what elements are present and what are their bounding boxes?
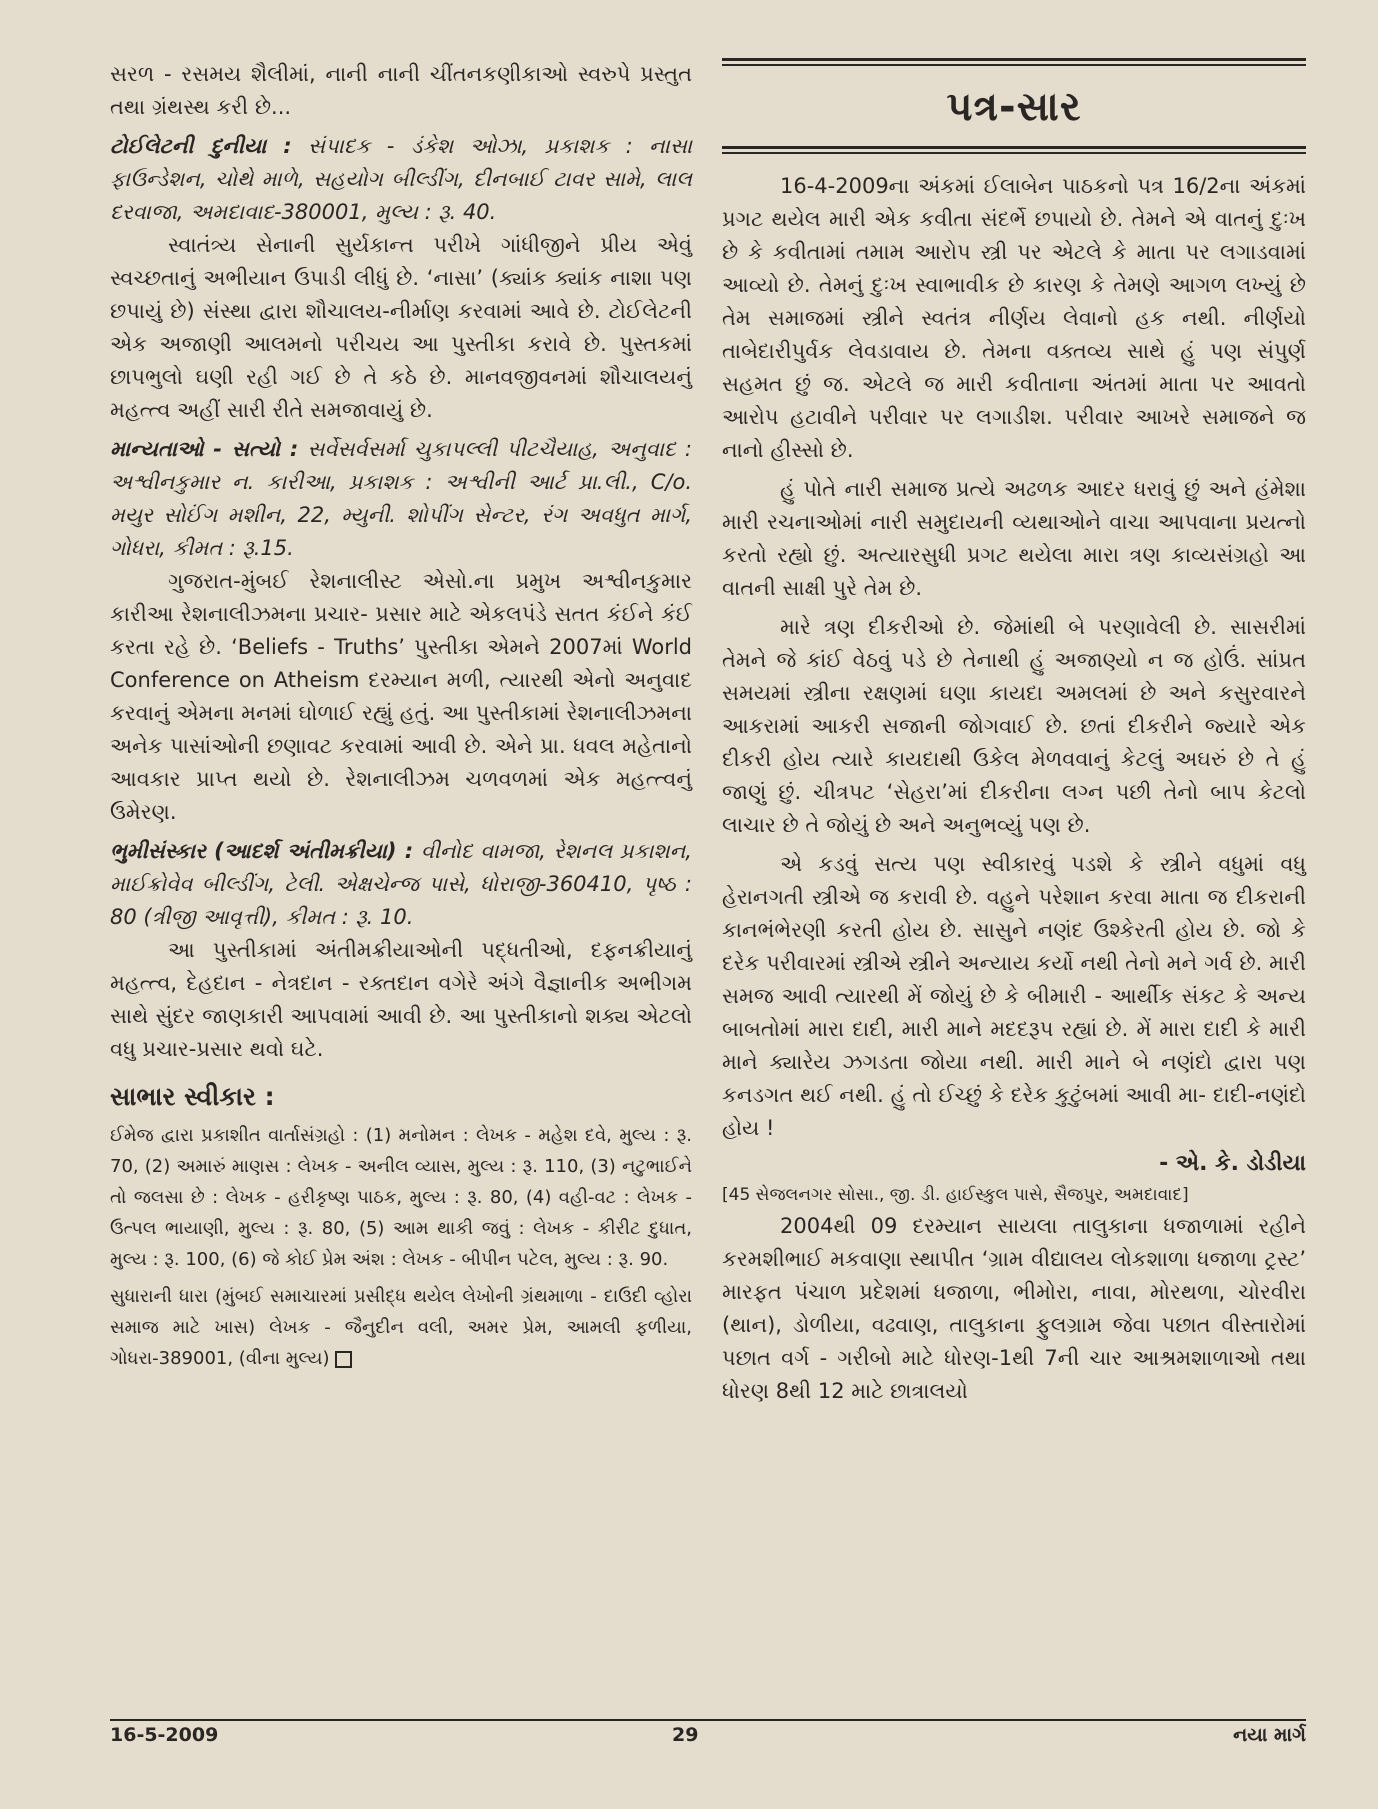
letter-paragraph: 16-4-2009ના અંકમાં ઈલાબેન પાઠકનો પત્ર 16/2ના અંકમાં પ્રગટ થયેલ મારી એક કવીતા સંદર્ભે છપાયો છે. તેમને એ વાતનું દુઃખ છે કે કવીતામાં તમામ આરોપ સ્ત્રી પર એટલે કે માતા પર લગાડવામાં આવ્યો છે. તેમનું દુઃખ સ્વાભાવીક છે કારણ કે તેમણે આગળ લખ્યું છે તેમ સમાજમાં સ્ત્રીને સ્વતંત્ર નીર્ણય લેવાનો હક નથી. નીર્ણયો તાબેદારીપુર્વક લેવડાવાય છે. તેમના વક્તવ્ય સાથે હું પણ સંપુર્ણ સહમત છું જ. એટલે જ મારી કવીતાના અંતમાં માતા પર આવતો આરોપ હટાવીને પરીવાર પર લગાડીશ. પરીવાર આખરે સમાજને જ નાનો હીસ્સો છે. — [722, 174, 1306, 462]
title-rule-bottom-thin — [722, 152, 1306, 154]
book-review-body: ગુજરાત-મુંબઈ રેશનાલીસ્ટ એસો.ના પ્રમુખ અશ્વીનકુમાર કારીઆ રેશનાલીઝમના પ્રચાર- પ્રસાર માટે એકલપંડે સતત કંઈને કંઈ કરતા રહે છે. ‘Beliefs - Truths’ પુસ્તીકા એમને 2007માં World Conference on Atheism દરમ્યાન મળી, ત્યારથી એનો અનુવાદ કરવાનું એમના મનમાં ઘોળાઈ રહ્યું હતું. આ પુસ્તીકામાં રેશનાલીઝમના અનેક પાસાંઓની છણાવટ કરવામાં આવી છે. એને પ્રા. ધવલ મહેતાનો આવકાર પ્રાપ્ત થયો છે. રેશનાલીઝમ ચળવળમાં એક મહત્ત્વનું ઉમેરણ. — [110, 569, 692, 824]
book-review-funeral — [110, 835, 692, 934]
footer-rule — [110, 1719, 1306, 1721]
book-title: માન્યતાઓ - સત્યો : — [110, 437, 299, 461]
letter-signature: - એ. કે. ડોડીયા — [1159, 1151, 1306, 1176]
book-meta: સર્વેસર્વસર્મા ચુકાપલ્લી પીટચૈયાહ, અનુવાદ : અશ્વીનકુમાર ન. કારીઆ, પ્રકાશક : અશ્વીની આર્ટ પ્રા.લી., C/o. મયુર સોઈંગ મશીન, 22, મ્યુની. શોપીંગ સેન્ટર, રંગ અવધુત માર્ગ, ગોધરા, કીમત : રૂ.15. — [110, 437, 692, 560]
book-title: ટોઈલેટની દુનીયા : — [110, 134, 292, 158]
end-mark-icon — [335, 1351, 352, 1368]
letter-paragraph: એ કડવું સત્ય પણ સ્વીકારવું પડશે કે સ્ત્રીને વધુમાં વધુ હેરાનગતી સ્ત્રીએ જ કરાવી છે. વહુને પરેશાન કરવા માતા જ દીકરાની કાનભંભેરણી કરતી હોય છે. સાસુને નણંદ ઉશ્કેરતી હોય છે. જો કે દરેક પરીવારમાં સ્ત્રીએ સ્ત્રીને અન્યાય કર્યો નથી તેનો મને ગર્વ છે. મારી સમજ આવી ત્યારથી મેં જોયું છે કે બીમારી - આર્થીક સંકટ કે અન્ય બાબતોમાં મારા દાદી, મારી માને મદદરૂપ રહ્યાં છે. મેં મારા દાદી કે મારી માને ક્યારેય ઝગડતા જોયા નથી. મારી માને બે નણંદો દ્વારા પણ કનડગત થઈ નથી. હું તો ઈચ્છું કે દરેક કુટુંબમાં આવી મા- દાદી-નણંદો હોય ! — [722, 852, 1306, 1140]
letter-address: [45 સેજલનગર સોસા., જી. ડી. હાઈસ્કુલ પાસે, સૈજપુર, અમદાવાદ] — [722, 1185, 1189, 1205]
section-title: પત્ર-સાર — [946, 84, 1082, 130]
acknowledgement-item — [110, 1281, 692, 1374]
acknowledgement-text: સુધારાની ધારા (મુંબઈ સમાચારમાં પ્રસીદ્ધ થયેલ લેખોની ગ્રંથમાળા - દાઉદી વ્હોરા સમાજ માટે ખાસ) લેખક - જૈનુદીન વલી, અમર પ્રેમ, આમલી ફળીયા, ગોધરા-389001, (વીના મુલ્ય) — [110, 1286, 692, 1369]
right-column — [722, 58, 1306, 1408]
book-review-body: આ પુસ્તીકામાં અંતીમક્રીયાઓની પદ્ધતીઓ, દફનક્રીયાનું મહત્ત્વ, દેહદાન - નેત્રદાન - રક્તદાન વગેરે અંગે વૈજ્ઞાનીક અભીગમ સાથે સુંદર જાણકારી આપવામાં આવી છે. આ પુસ્તીકાનો શક્ય એટલો વધુ પ્રચાર-પ્રસાર થવો ઘટે. — [110, 938, 692, 1061]
letter-paragraph: 2004થી 09 દરમ્યાન સાયલા તાલુકાના ધજાળામાં રહીને કરમશીભાઈ મકવાણા સ્થાપીત ‘ગ્રામ વીદ્યાલય લોકશાળા ધજાળા ટ્રસ્ટ’ મારફત પંચાળ પ્રદેશમાં ધજાળા, ભીમોરા, નાવા, મોરથળા, ચોરવીરા (થાન), ડોળીયા, વઢવાણ, તાલુકાના ફુલગ્રામ જેવા પછાત વીસ્તારોમાં પછાત વર્ગ - ગરીબો માટે ધોરણ-1થી 7ની ચાર આશ્રમશાળાઓ તથા ધોરણ 8થી 12 માટે છાત્રાલયો — [722, 1214, 1306, 1403]
book-meta: વીનોદ વામજા, રેશનલ પ્રકાશન, માઈક્રોવેવ બીલ્ડીંગ, ટેલી. એક્ષચેન્જ પાસે, ધોરાજી-360410, પૃષ્ઠ : 80 (ત્રીજી આવૃત્તી), કીમત : રૂ. 10. — [110, 839, 692, 929]
book-review-toilet — [110, 130, 692, 229]
book-review-body: સ્વાતંત્ર્ય સેનાની સુર્યકાન્ત પરીખે ગાંધીજીને પ્રીય એવું સ્વચ્છતાનું અભીયાન ઉપાડી લીધું છે. ‘નાસા’ (ક્યાંક ક્યાંક નાશા પણ છપાયું છે) સંસ્થા દ્વારા શૌચાલય-નીર્માણ કરવામાં આવે છે. ટોઈલેટની એક અજાણી આલમનો પરીચય આ પુસ્તીકા કરાવે છે. પુસ્તકમાં છાપભુલો ઘણી રહી ગઈ છે તે કઠે છે. માનવજીવનમાં શૌચાલયનું મહત્ત્વ અહીં સારી રીતે સમજાવાયું છે. — [110, 233, 692, 422]
title-rule-top-thin — [722, 64, 1306, 66]
left-column — [110, 58, 692, 1374]
book-review-beliefs — [110, 433, 692, 565]
page-number: 29 — [672, 1724, 699, 1746]
title-rule-bottom — [722, 146, 1306, 149]
book-meta: સંપાદક - ડંકેશ ઓઝા, પ્રકાશક : નાસા ફાઉન્ડેશન, ચોથે માળે, સહયોગ બીલ્ડીંગ, દીનબાઈ ટાવર સામે, લાલ દરવાજા, અમદાવાદ-380001, મુલ્ય : રૂ. 40. — [110, 134, 692, 224]
acknowledgement-list: ઈમેજ દ્વારા પ્રકાશીત વાર્તાસંગ્રહો : (1) મનોમન : લેખક - મહેશ દવે, મુલ્ય : રૂ. 70, (2) અમારું માણસ : લેખક - અનીલ વ્યાસ, મુલ્ય : રૂ. 110, (3) નટુભાઈને તો જલસા છે : લેખક - હરીકૃષ્ણ પાઠક, મુલ્ય : રૂ. 80, (4) વહી-વટ : લેખક - ઉત્પલ ભાયાણી, મુલ્ય : રૂ. 80, (5) આમ થાકી જવું : લેખક - કીરીટ દુધાત, મુલ્ય : રૂ. 100, (6) જે કોઈ પ્રેમ અંશ : લેખક - બીપીન પટેલ, મુલ્ય : રૂ. 90. — [110, 1125, 692, 1270]
letter-paragraph: મારે ત્રણ દીકરીઓ છે. જેમાંથી બે પરણાવેલી છે. સાસરીમાં તેમને જે કાંઈ વેઠવું પડે છે તેનાથી હું અજાણ્યો ન જ હોઉં. સાંપ્રત સમયમાં સ્ત્રીના રક્ષણમાં ઘણા કાયદા અમલમાં છે અને કસુરવારને આકરામાં આકરી સજાની જોગવાઈ છે. છતાં દીકરીને જ્યારે એક દીકરી હોય ત્યારે કાયદાથી ઉકેલ મેળવવાનું કેટલું અઘરું છે તે હું જાણું છું. ચીત્રપટ ‘સેહરા’માં દીકરીના લગ્ન પછી તેનો બાપ કેટલો લાચાર છે તે જોયું છે અને અનુભવ્યું પણ છે. — [722, 615, 1306, 837]
magazine-name: નયા માર્ગ — [1233, 1724, 1306, 1746]
title-rule-top — [722, 58, 1306, 61]
book-title: ભુમીસંસ્કાર (આદર્શ અંતીમક્રીયા) : — [110, 839, 414, 863]
footer-date: 16-5-2009 — [110, 1724, 219, 1746]
letter-paragraph: હું પોતે નારી સમાજ પ્રત્યે અઢળક આદર ધરાવું છું અને હંમેશા મારી રચનાઓમાં નારી સમુદાયની વ્યથાઓને વાચા આપવાના પ્રયત્નો કરતો રહ્યો છું. અત્યારસુધી પ્રગટ થયેલા મારા ત્રણ કાવ્યસંગ્રહો આ વાતની સાક્ષી પુરે તેમ છે. — [722, 477, 1306, 600]
intro-paragraph: સરળ - રસમય શૈલીમાં, નાની નાની ચીંતનકણીકાઓ સ્વરુપે પ્રસ્તુત તથા ગ્રંથસ્થ કરી છે... — [110, 62, 692, 119]
acknowledgement-heading: સાભાર સ્વીકાર : — [110, 1082, 275, 1111]
